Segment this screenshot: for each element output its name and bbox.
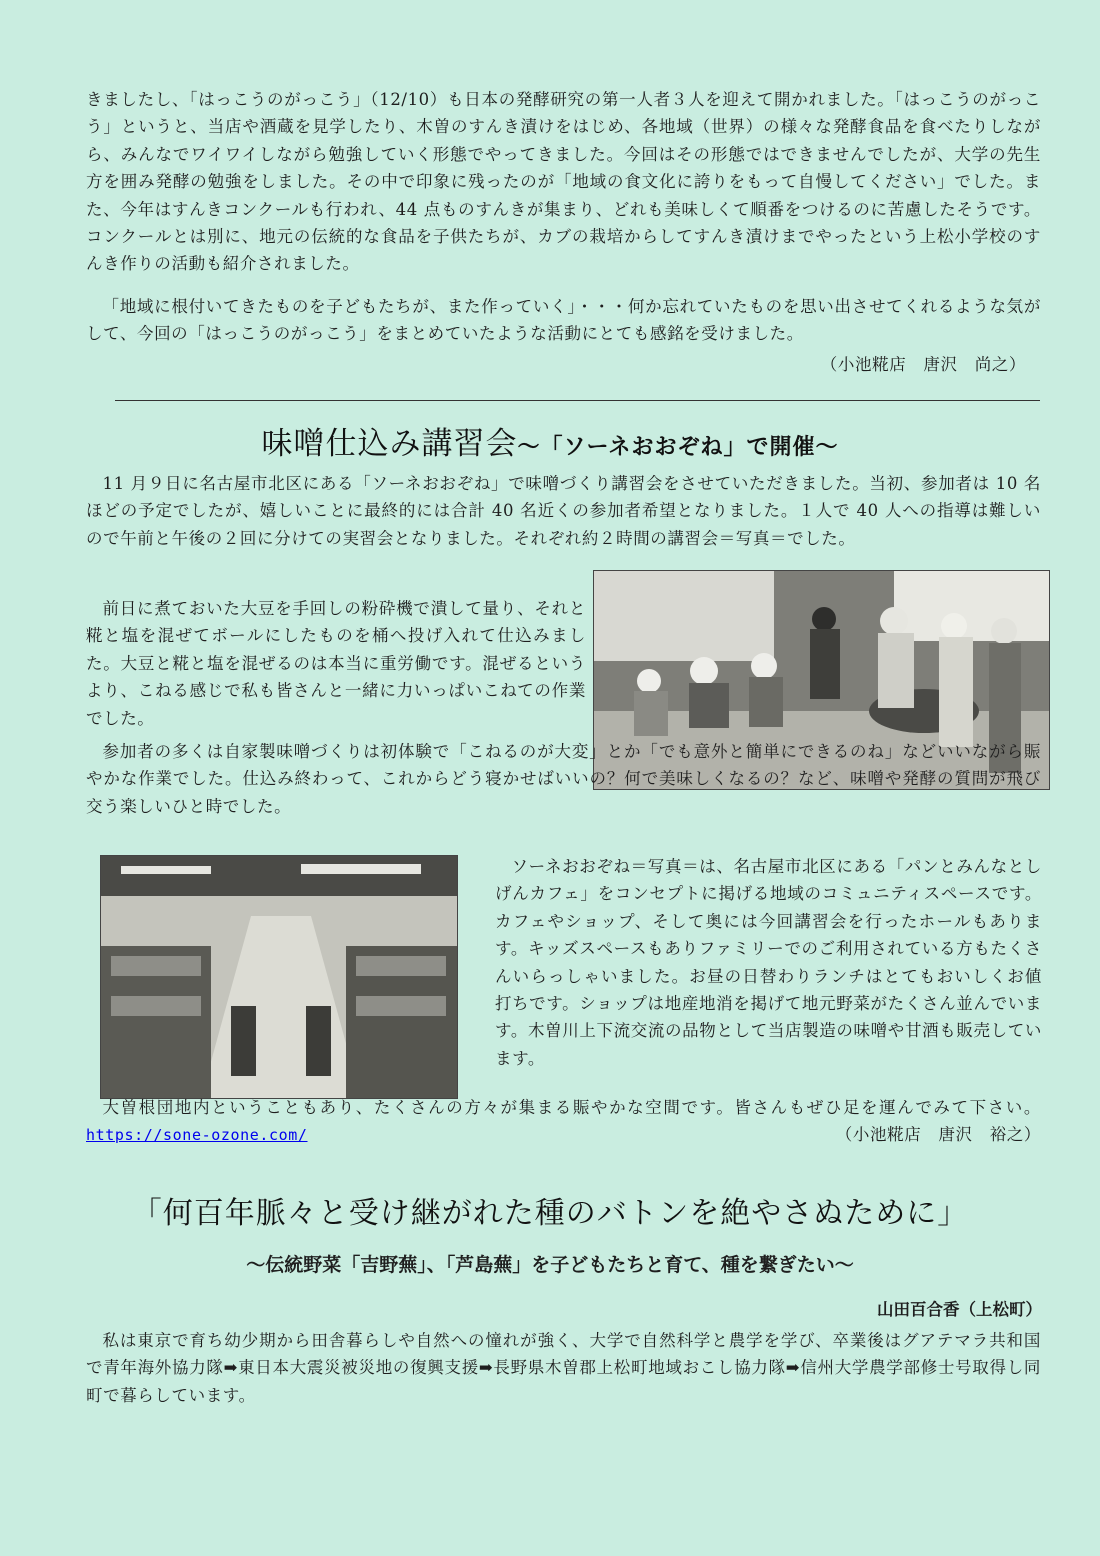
article3-title: 「何百年脈々と受け継がれた種のバトンを絶やさぬために」 xyxy=(131,1196,969,1231)
sone-ozone-photo xyxy=(100,855,458,1099)
article2-title-main: 味噌仕込み講習会 xyxy=(261,426,518,462)
sone-ozone-photo-image xyxy=(101,856,457,1098)
article2-signature: （小池糀店 唐沢 裕之） xyxy=(835,1125,1041,1145)
article2-paragraph3-text: 参加者の多くは自家製味噌づくりは初体験で「こねるのが大変」とか「でも意外と簡単にできるのね」などいいながら賑やかな作業でした。仕込み終わって、これからどう寝かせばいいの？何で美味しくなるの？など、味噌や発酵の質問が飛び交う楽しいひと時でした。 xyxy=(86,742,1041,816)
article2-title-sub: ～「ソーネおおぞね」で開催～ xyxy=(517,435,839,460)
article1-signature: （小池糀店 唐沢 尚之） xyxy=(820,355,1026,374)
sone-ozone-link[interactable]: https://sone-ozone.com/ xyxy=(86,1126,308,1145)
article2-paragraph3 xyxy=(86,738,1041,820)
section-divider xyxy=(115,400,1040,401)
article3-paragraph1: 私は東京で育ち幼少期から田舎暮らしや自然への憧れが強く、大学で自然科学と農学を学び、卒業後はグアテマラ共和国で青年海外協力隊➡東日本大震災被災地の復興支援➡長野県木曽郡上松町地域おこし協力隊➡信州大学農学部修士号取得し同町で暮らしています。 xyxy=(86,1331,1041,1405)
article2-paragraph1: 11 月９日に名古屋市北区にある「ソーネおおぞね」で味噌づくり講習会をさせていただきました。当初、参加者は 10 名ほどの予定でしたが、嬉しいことに最終的には合計 40 名近くの参加者希望となりました。１人で 40 人への指導は難しいので午前と午後の２回に分けての実習会となりました。それぞれ約２時間の講習会＝写真＝でした。 xyxy=(86,474,1041,548)
article2-title xyxy=(0,418,1100,463)
article2-paragraph4: ソーネおおぞね＝写真＝は、名古屋市北区にある「パンとみんなとしげんカフェ」をコンセプトに掲げる地域のコミュニティスペースです。カフェやショップ、そして奥には今回講習会を行ったホールもあります。キッズスペースもありファミリーでのご利用されている方もたくさんいらっしゃいました。お昼の日替わりランチはとてもおいしくお値打ちです。ショップは地産地消を掲げて地元野菜がたくさん並んでいます。木曽川上下流交流の品物として当店製造の味噌や甘酒も販売しています。 xyxy=(495,857,1042,1068)
article1-paragraph2: 「地域に根付いてきたものを子どもたちが、また作っていく」・・・何か忘れていたものを思い出させてくれるような気がして、今回の「はっこうのがっこう」をまとめていたような活動にとても感銘を受けました。 xyxy=(86,297,1041,344)
article2-paragraph5: 大曽根団地内ということもあり、たくさんの方々が集まる賑やかな空間です。皆さんもぜひ足を運んでみて下さい。 xyxy=(102,1098,1041,1117)
article1-paragraph1: きましたし、「はっこうのがっこう」（12/10）も日本の発酵研究の第一人者３人を迎えて開かれました。「はっこうのがっこう」というと、当店や酒蔵を見学したり、木曽のすんき漬けをはじめ、各地域（世界）の様々な発酵食品を食べたりしながら、みんなでワイワイしながら勉強していく形態でやってきました。今回はその形態ではできませんでしたが、大学の先生方を囲み発酵の勉強をしました。その中で印象に残ったのが「地域の食文化に誇りをもって自慢してください」でした。また、今年はすんきコンクールも行われ、44 点ものすんきが集まり、どれも美味しくて順番をつけるのに苦慮したそうです。コンクールとは別に、地元の伝統的な食品を子供たちが、カブの栽培からしてすんき漬けまでやったという上松小学校のすんき作りの活動も紹介されました。 xyxy=(86,90,1041,274)
article3-author: 山田百合香（上松町） xyxy=(877,1300,1042,1319)
article3-subtitle: ～伝統野菜「吉野蕪」、「芦島蕪」を子どもたちと育て、種を繋ぎたい～ xyxy=(246,1254,854,1276)
article2-paragraph2: 前日に煮ておいた大豆を手回しの粉砕機で潰して量り、それと糀と塩を混ぜてボールにしたものを桶へ投げ入れて仕込みました。大豆と糀と塩を混ぜるのは本当に重労働です。混ぜるというより、こねる感じで私も皆さんと一緒に力いっぱいこねての作業でした。 xyxy=(86,599,586,728)
article2-paragraph5-block xyxy=(86,1094,1041,1150)
